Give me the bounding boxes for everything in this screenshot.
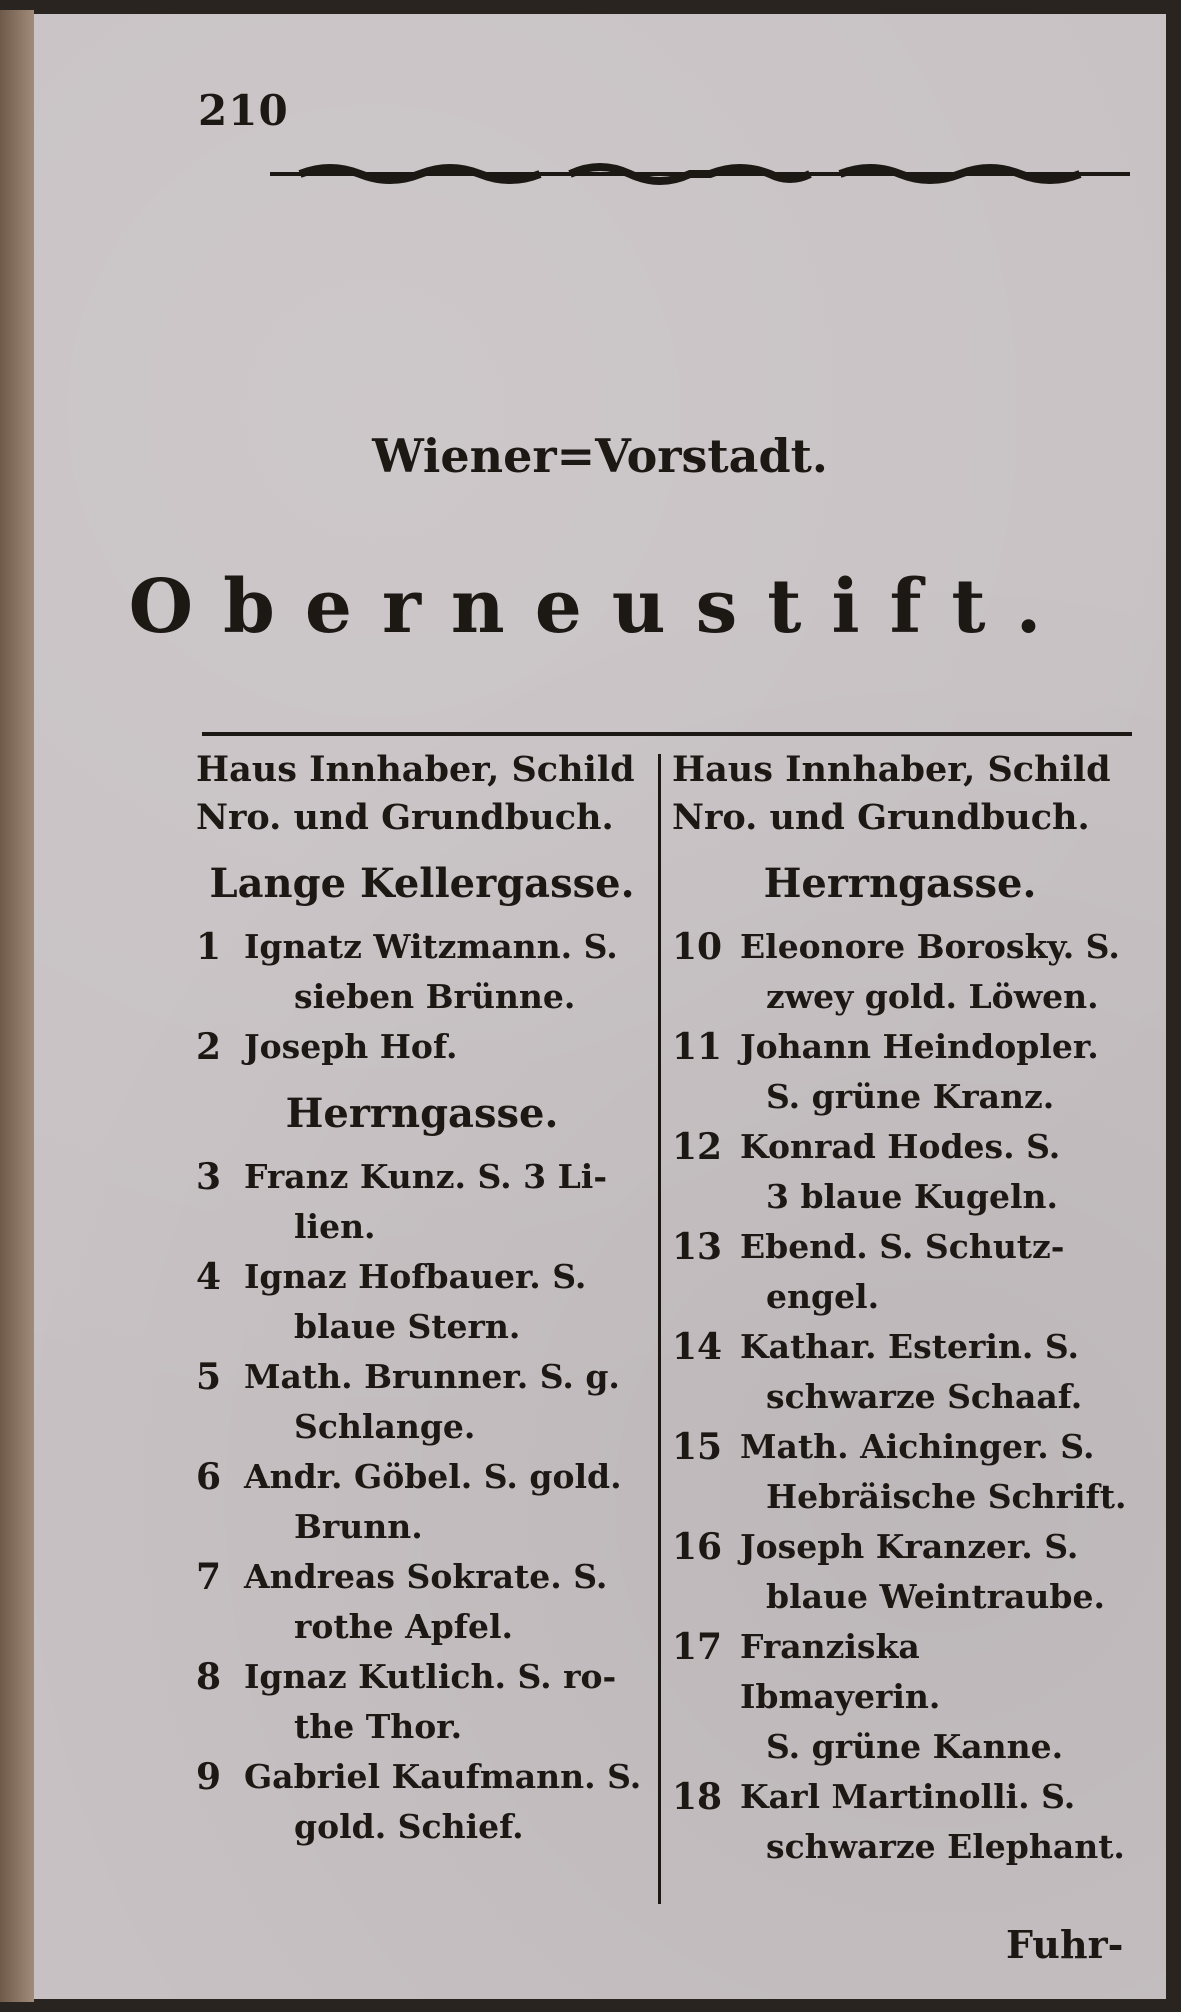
- list-item: [672, 1622, 1128, 1772]
- list-item: [196, 1352, 648, 1452]
- left-column: [196, 746, 648, 1852]
- entry-line: schwarze Elephant.: [766, 1827, 1125, 1866]
- page-stack-edge: [0, 10, 34, 2002]
- house-number: 10: [672, 926, 723, 968]
- entry-line: blaue Stern.: [294, 1307, 521, 1346]
- list-item: [672, 1522, 1128, 1622]
- entry-line: Joseph Kranzer. S.: [740, 1527, 1079, 1566]
- entry-line: Kathar. Esterin. S.: [740, 1327, 1080, 1366]
- section-title: Wiener=Vorstadt.: [372, 429, 828, 483]
- list-item: [196, 1552, 648, 1652]
- house-number: 11: [672, 1026, 723, 1068]
- entry-line: engel.: [766, 1277, 880, 1316]
- list-item: [196, 1252, 648, 1352]
- house-number: 1: [196, 926, 222, 968]
- list-item: [196, 1752, 648, 1852]
- house-number: 12: [672, 1126, 723, 1168]
- entry-line: Brunn.: [294, 1507, 423, 1546]
- house-number: 4: [196, 1256, 222, 1298]
- list-item: [672, 1022, 1128, 1122]
- house-number: 14: [672, 1326, 723, 1368]
- entry-line: Schlange.: [294, 1407, 476, 1446]
- entry-line: gold. Schief.: [294, 1807, 524, 1846]
- entry-line: Eleonore Borosky. S.: [740, 927, 1120, 966]
- house-number: 5: [196, 1356, 222, 1398]
- entry-line: Ignaz Hofbauer. S.: [244, 1257, 587, 1296]
- house-number: 18: [672, 1776, 723, 1818]
- list-item: [196, 1152, 648, 1252]
- ornamental-rule: [270, 154, 1130, 194]
- book-page: [34, 14, 1166, 1999]
- entry-line: Hebräische Schrift.: [766, 1477, 1127, 1516]
- entry-line: Gabriel Kaufmann. S.: [244, 1757, 642, 1796]
- house-number: 6: [196, 1456, 222, 1498]
- right-column: [672, 746, 1128, 1872]
- house-number: 16: [672, 1526, 723, 1568]
- table-top-rule: [202, 732, 1132, 736]
- column-header-line1: Haus Innhaber, Schild: [672, 749, 1111, 790]
- entry-line: S. grüne Kranz.: [766, 1077, 1055, 1116]
- house-number: 15: [672, 1426, 723, 1468]
- entry-line: Andreas Sokrate. S.: [244, 1557, 608, 1596]
- house-number: 13: [672, 1226, 723, 1268]
- house-number: 17: [672, 1626, 723, 1668]
- house-number: 3: [196, 1156, 222, 1198]
- house-number: 9: [196, 1756, 222, 1798]
- entry-line: sieben Brünne.: [294, 977, 576, 1016]
- list-item: [672, 1422, 1128, 1522]
- list-item: [672, 1322, 1128, 1422]
- list-item: [672, 922, 1128, 1022]
- entry-line: Andr. Göbel. S. gold.: [244, 1457, 622, 1496]
- entry-line: zwey gold. Löwen.: [766, 977, 1099, 1016]
- entry-line: Ignatz Witzmann. S.: [244, 927, 618, 966]
- entry-line: lien.: [294, 1207, 376, 1246]
- column-header-line2: Nro. und Grundbuch.: [672, 797, 1090, 838]
- list-item: [196, 1022, 648, 1072]
- entry-line: Joseph Hof.: [244, 1027, 458, 1066]
- list-item: [196, 1652, 648, 1752]
- list-item: [196, 1452, 648, 1552]
- entry-line: Ebend. S. Schutz-: [740, 1227, 1065, 1266]
- district-title: Oberneustift.: [128, 564, 1072, 650]
- page-number: 210: [198, 86, 289, 135]
- column-header-line1: Haus Innhaber, Schild: [196, 749, 635, 790]
- entry-line: Franziska Ibmayerin.: [740, 1627, 941, 1716]
- list-item: [672, 1122, 1128, 1222]
- entry-line: schwarze Schaaf.: [766, 1377, 1083, 1416]
- house-number: 2: [196, 1026, 222, 1068]
- list-item: [196, 922, 648, 1022]
- entry-line: Ignaz Kutlich. S. ro-: [244, 1657, 617, 1696]
- entry-line: Johann Heindopler.: [740, 1027, 1099, 1066]
- entry-line: Karl Martinolli. S.: [740, 1777, 1076, 1816]
- entry-line: S. grüne Kanne.: [766, 1727, 1064, 1766]
- entry-line: the Thor.: [294, 1707, 463, 1746]
- street-heading: Herrngasse.: [285, 1090, 559, 1137]
- entry-line: Math. Aichinger. S.: [740, 1427, 1095, 1466]
- entry-line: blaue Weintraube.: [766, 1577, 1105, 1616]
- entry-line: Math. Brunner. S. g.: [244, 1357, 620, 1396]
- entry-line: Konrad Hodes. S.: [740, 1127, 1061, 1166]
- catchword: Fuhr-: [1006, 1922, 1124, 1967]
- street-heading: Herrngasse.: [763, 860, 1037, 907]
- list-item: [672, 1772, 1128, 1872]
- house-number: 7: [196, 1556, 222, 1598]
- entry-line: 3 blaue Kugeln.: [766, 1177, 1058, 1216]
- entry-line: Franz Kunz. S. 3 Li-: [244, 1157, 608, 1196]
- column-divider: [658, 754, 661, 1904]
- entry-line: rothe Apfel.: [294, 1607, 514, 1646]
- house-number: 8: [196, 1656, 222, 1698]
- column-header-line2: Nro. und Grundbuch.: [196, 797, 614, 838]
- street-heading: Lange Kellergasse.: [209, 860, 635, 907]
- list-item: [672, 1222, 1128, 1322]
